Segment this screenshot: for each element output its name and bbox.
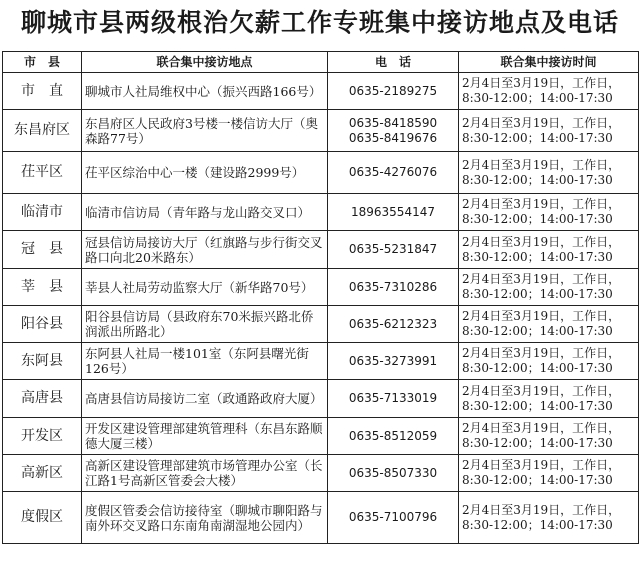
cell-time	[459, 343, 639, 380]
table-row	[3, 269, 639, 306]
phone-number: 0635-8419676	[348, 130, 438, 145]
cell-time	[459, 110, 639, 152]
time-line: 8:30-12:00；14:00-17:30	[462, 361, 613, 375]
time-line: 8:30-12:00；14:00-17:30	[462, 212, 613, 226]
time-line: 2月4日至3月19日，工作日，	[462, 157, 621, 172]
time-line: 2月4日至3月19日，工作日，	[462, 383, 621, 398]
cell-address: 阳谷县信访局（县政府东70米振兴路北侨润派出所路北）	[82, 306, 328, 343]
cell-phone	[328, 231, 459, 269]
table-row	[3, 231, 639, 269]
table-row	[3, 492, 639, 544]
cell-address: 冠县信访局接访大厅（红旗路与步行街交叉路口向北20米路东）	[82, 231, 328, 269]
cell-county: 东阿县	[3, 343, 82, 380]
time-line: 2月4日至3月19日，工作日，	[462, 272, 621, 286]
cell-county: 高唐县	[3, 380, 82, 418]
table-row	[3, 110, 639, 152]
time-line: 8:30-12:00；14:00-17:30	[462, 130, 613, 145]
cell-time	[459, 194, 639, 231]
cell-time	[459, 231, 639, 269]
time-line: 2月4日至3月19日，工作日，	[462, 458, 621, 472]
header-phone: 电 话	[328, 52, 459, 73]
phone-number: 0635-7133019	[348, 391, 438, 405]
cell-address: 东阿县人社局一楼101室（东阿县曙光街126号）	[82, 343, 328, 380]
cell-time	[459, 455, 639, 492]
table-row	[3, 73, 639, 110]
cell-county: 度假区	[3, 492, 82, 544]
table-row	[3, 152, 639, 194]
time-line: 2月4日至3月19日，工作日，	[462, 421, 621, 435]
cell-address: 度假区管委会信访接待室（聊城市聊阳路与南外环交叉路口东南角南湖湿地公园内）	[82, 492, 328, 544]
cell-time	[459, 269, 639, 306]
table-row	[3, 306, 639, 343]
time-line: 8:30-12:00；14:00-17:30	[462, 91, 613, 105]
cell-phone	[328, 380, 459, 418]
cell-time	[459, 73, 639, 110]
phone-number: 0635-4276076	[348, 165, 438, 179]
cell-phone	[328, 306, 459, 343]
table-row	[3, 194, 639, 231]
time-line: 2月4日至3月19日，工作日，	[462, 309, 621, 323]
time-line: 2月4日至3月19日，工作日，	[462, 197, 621, 211]
cell-address: 临清市信访局（青年路与龙山路交叉口）	[82, 194, 328, 231]
phone-number: 0635-8507330	[348, 465, 438, 480]
cell-time	[459, 418, 639, 455]
cell-phone	[328, 343, 459, 380]
phone-number: 0635-2189275	[348, 83, 438, 98]
time-line: 8:30-12:00；14:00-17:30	[462, 324, 613, 338]
table-row	[3, 343, 639, 380]
visit-locations-table	[2, 51, 639, 544]
cell-address: 聊城市人社局维权中心（振兴西路166号）	[82, 73, 328, 110]
time-line: 8:30-12:00；14:00-17:30	[462, 249, 613, 264]
cell-phone	[328, 492, 459, 544]
cell-county: 开发区	[3, 418, 82, 455]
cell-address: 高新区建设管理部建筑市场管理办公室（长江路1号高新区管委会大楼）	[82, 455, 328, 492]
phone-number: 0635-7310286	[348, 279, 438, 294]
header-address: 联合集中接访地点	[82, 52, 328, 73]
cell-county: 临清市	[3, 194, 82, 231]
cell-address: 开发区建设管理部建筑管理科（东昌东路顺德大厦三楼）	[82, 418, 328, 455]
cell-address: 高唐县信访局接访二室（政通路政府大厦）	[82, 380, 328, 418]
phone-number: 0635-8418590	[348, 115, 438, 130]
time-line: 8:30-12:00；14:00-17:30	[462, 172, 613, 187]
cell-county: 莘 县	[3, 269, 82, 306]
header-time: 联合集中接访时间	[459, 52, 639, 73]
cell-phone	[328, 73, 459, 110]
cell-phone	[328, 152, 459, 194]
cell-phone	[328, 418, 459, 455]
time-line: 2月4日至3月19日，工作日，	[462, 346, 621, 360]
cell-time	[459, 306, 639, 343]
cell-time	[459, 152, 639, 194]
cell-phone	[328, 194, 459, 231]
phone-number: 0635-3273991	[348, 353, 438, 368]
table-row	[3, 418, 639, 455]
time-line: 2月4日至3月19日，工作日，	[462, 115, 621, 130]
phone-number: 18963554147	[351, 204, 435, 219]
phone-number: 0635-5231847	[348, 242, 438, 256]
page-title: 聊城市县两级根治欠薪工作专班集中接访地点及电话	[20, 8, 619, 37]
table-row	[3, 380, 639, 418]
time-line: 8:30-12:00；14:00-17:30	[462, 398, 613, 413]
cell-address: 茌平区综治中心一楼（建设路2999号）	[82, 152, 328, 194]
cell-phone	[328, 455, 459, 492]
cell-county: 阳谷县	[3, 306, 82, 343]
table-row	[3, 455, 639, 492]
cell-address: 莘县人社局劳动监察大厅（新华路70号）	[82, 269, 328, 306]
cell-county: 高新区	[3, 455, 82, 492]
cell-county: 茌平区	[3, 152, 82, 194]
time-line: 8:30-12:00；14:00-17:30	[462, 287, 613, 301]
time-line: 2月4日至3月19日，工作日，	[462, 76, 621, 90]
phone-number: 0635-6212323	[348, 316, 438, 331]
cell-address: 东昌府区人民政府3号楼一楼信访大厅（奥森路77号）	[82, 110, 328, 152]
table-header-row	[3, 52, 639, 73]
time-line: 8:30-12:00；14:00-17:30	[462, 473, 613, 487]
time-line: 2月4日至3月19日，工作日，	[462, 502, 621, 517]
header-county: 市 县	[3, 52, 82, 73]
cell-county: 市 直	[3, 73, 82, 110]
cell-time	[459, 380, 639, 418]
cell-time	[459, 492, 639, 544]
time-line: 8:30-12:00；14:00-17:30	[462, 517, 613, 532]
cell-county: 东昌府区	[3, 110, 82, 152]
phone-number: 0635-8512059	[348, 428, 438, 443]
time-line: 2月4日至3月19日，工作日，	[462, 234, 621, 249]
time-line: 8:30-12:00；14:00-17:30	[462, 436, 613, 450]
cell-county: 冠 县	[3, 231, 82, 269]
cell-phone	[328, 269, 459, 306]
cell-phone	[328, 110, 459, 152]
phone-number: 0635-7100796	[348, 510, 438, 524]
